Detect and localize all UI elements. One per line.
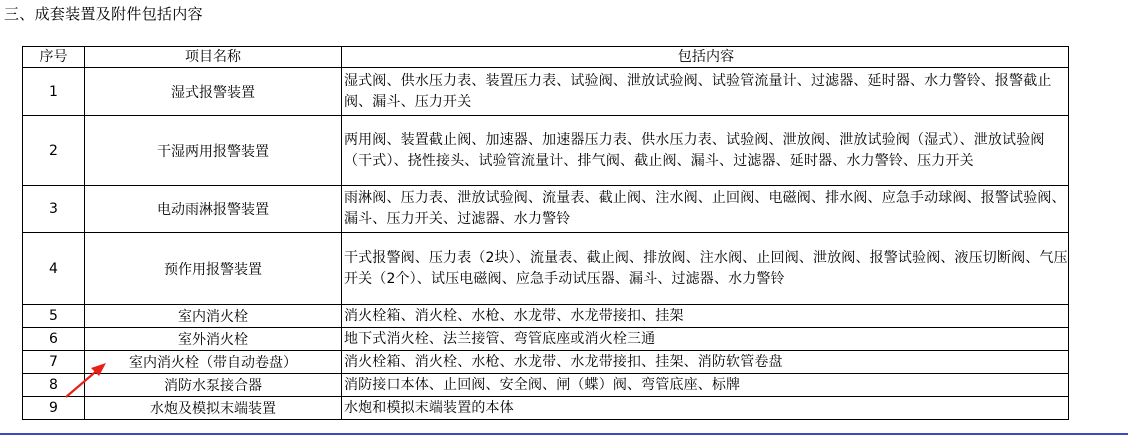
- row-no: 2: [23, 116, 85, 186]
- row-content: 地下式消火栓、法兰接管、弯管底座或消火栓三通: [342, 328, 1069, 351]
- table-header-row: [23, 47, 1069, 68]
- equipment-table: [22, 46, 1069, 420]
- row-name: 室内消火栓: [85, 305, 342, 328]
- row-no: 9: [23, 397, 85, 420]
- row-content: 消火栓箱、消火栓、水枪、水龙带、水龙带接扣、挂架: [342, 305, 1069, 328]
- row-name: 湿式报警装置: [85, 68, 342, 116]
- row-no: 4: [23, 233, 85, 305]
- row-content: 消防接口本体、止回阀、安全阀、闸（蝶）阀、弯管底座、标牌: [342, 374, 1069, 397]
- row-content: 湿式阀、供水压力表、装置压力表、试验阀、泄放试验阀、试验管流量计、过滤器、延时器、水力警铃、报警截止阀、漏斗、压力开关: [342, 68, 1069, 116]
- table-row: [23, 233, 1069, 305]
- row-content: 两用阀、装置截止阀、加速器、加速器压力表、供水压力表、试验阀、泄放阀、泄放试验阀（湿式）、泄放试验阀（干式）、挠性接头、试验管流量计、排气阀、截止阀、漏斗、过滤器、延时器、水力警铃、压力开关: [342, 116, 1069, 186]
- row-name: 室外消火栓: [85, 328, 342, 351]
- row-no: 8: [23, 374, 85, 397]
- table-row: [23, 305, 1069, 328]
- arrow-shaft: [66, 368, 100, 397]
- table-row: [23, 68, 1069, 116]
- section-heading: 三、成套装置及附件包括内容: [4, 5, 203, 23]
- row-no: 5: [23, 305, 85, 328]
- row-name: 预作用报警装置: [85, 233, 342, 305]
- header-no: 序号: [23, 47, 85, 68]
- row-content: 水炮和模拟末端装置的本体: [342, 397, 1069, 420]
- row-no: 3: [23, 186, 85, 233]
- header-content: 包括内容: [342, 47, 1069, 68]
- table-row: [23, 328, 1069, 351]
- row-name: 消防水泵接合器: [85, 374, 342, 397]
- row-name: 电动雨淋报警装置: [85, 186, 342, 233]
- red-arrow-annotation-icon: [62, 356, 110, 402]
- table-row: [23, 116, 1069, 186]
- row-content: 消火栓箱、消火栓、水枪、水龙带、水龙带接扣、挂架、消防软管卷盘: [342, 351, 1069, 374]
- table-row: [23, 397, 1069, 420]
- row-name: 干湿两用报警装置: [85, 116, 342, 186]
- header-name: 项目名称: [85, 47, 342, 68]
- row-no: 6: [23, 328, 85, 351]
- row-content: 干式报警阀、压力表（2块）、流量表、截止阀、排放阀、注水阀、止回阀、泄放阀、报警试验阀、液压切断阀、气压开关（2个）、试压电磁阀、应急手动试压器、漏斗、过滤器、水力警铃: [342, 233, 1069, 305]
- table-row: [23, 351, 1069, 374]
- row-name: 水炮及模拟末端装置: [85, 397, 342, 420]
- row-content: 雨淋阀、压力表、泄放试验阀、流量表、截止阀、注水阀、止回阀、电磁阀、排水阀、应急手动球阀、报警试验阀、漏斗、压力开关、过滤器、水力警铃: [342, 186, 1069, 233]
- row-no: 7: [23, 351, 85, 374]
- row-no: 1: [23, 68, 85, 116]
- bottom-rule: [0, 433, 1128, 435]
- table-row: [23, 374, 1069, 397]
- table-row: [23, 186, 1069, 233]
- row-name: 室内消火栓（带自动卷盘）: [85, 351, 342, 374]
